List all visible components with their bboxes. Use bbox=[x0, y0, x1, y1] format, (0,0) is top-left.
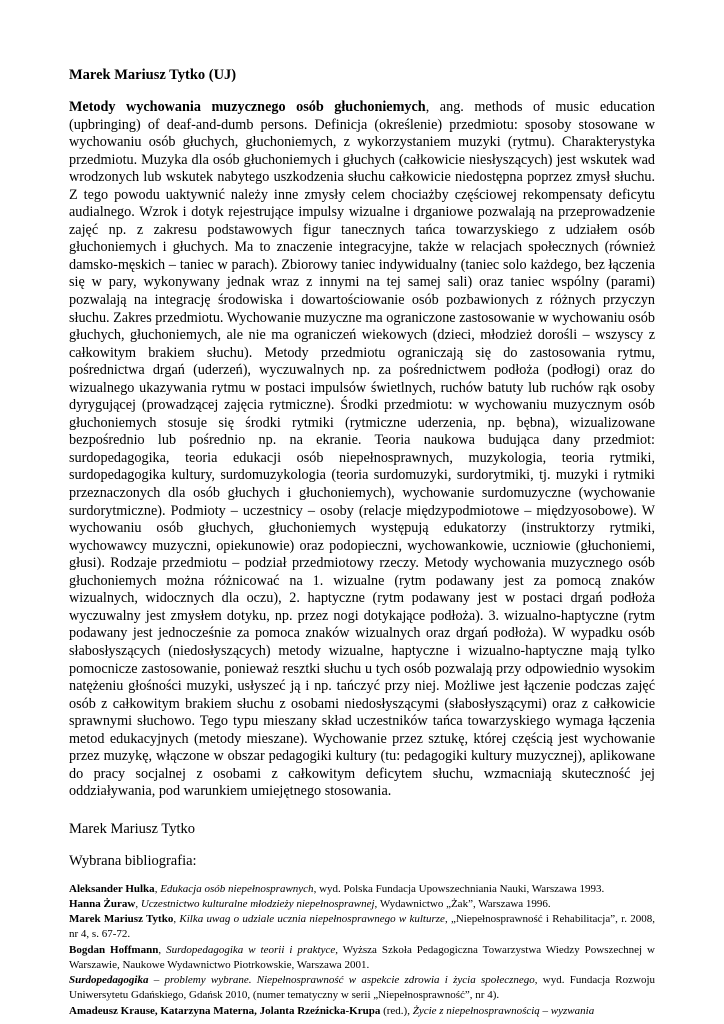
bib-details: , „Niepełnosprawność i Rehabilitacja”, r. 2008, nr 4, s. 67-72. bbox=[69, 913, 655, 941]
bib-title: Surdopedagogika w teorii i praktyce bbox=[166, 943, 336, 956]
bib-details: , Wyższa Szkoła Pedagogiczna Towarzystwa Wiedzy Powszechnej w Warszawie, Naukowe Wydawnictwo Piotrkowskie, Warszawa 2001. bbox=[69, 943, 656, 971]
bib-authors: Marek Mariusz Tytko bbox=[69, 913, 174, 926]
bibliography-list bbox=[69, 882, 655, 1019]
author-heading: Marek Mariusz Tytko (UJ) bbox=[69, 67, 237, 83]
bib-authors: Amadeusz Krause, Katarzyna Materna, Jolanta Rzeźnicka-Krupa bbox=[69, 1004, 381, 1017]
bib-title: Edukacja osób niepełnosprawnych bbox=[160, 882, 314, 895]
bib-details: (red.), bbox=[380, 1004, 413, 1017]
bibliography-entry: Marek Mariusz Tytko, Kilka uwag o udziale ucznia niepełnosprawnego w kulturze, „Niepełnosprawność i Rehabilitacja”, r. 2008, nr 4, s. 67-72. bbox=[69, 913, 655, 941]
bib-details: , Wydawnictwo „Żak”, Warszawa 1996. bbox=[374, 898, 551, 911]
bib-title: – problemy wybrane. Niepełnosprawność w aspekcie zdrowia i życia społecznego bbox=[148, 974, 535, 987]
bib-title: Kilka uwag o udziale ucznia niepełnosprawnego w kulturze bbox=[179, 913, 445, 926]
bib-authors: Aleksander Hulka bbox=[69, 882, 155, 895]
bib-title: Życie z niepełnosprawnością – wyzwania bbox=[412, 1004, 595, 1017]
bib-authors: Bogdan Hoffmann bbox=[69, 943, 159, 956]
article-term: Metody wychowania muzycznego osób głuchoniemych bbox=[69, 99, 426, 115]
bib-title: Uczestnictwo kulturalne młodzieży niepełnosprawnej bbox=[140, 898, 375, 911]
article-text: , ang. methods of music education (upbringing) of deaf-and-dumb persons. Definicja (określenie) przedmiotu: sposoby stosowane w wychowaniu osób głuchych, głuchoniemych, z wykorzystaniem muzyki (rytmu). Charakterystyka przedmiotu. Muzyka dla osób głuchoniemych i głuchych (całkowicie niesłyszących) jest wskutek wad wrodzonych lub wskutek nabytego uszkodzenia słuchu całkowicie niedostępna poprzez zmysł słuchu. Z tego powodu uaktywnić należy inne zmysły celem chociażby częściowej rekompensaty deficytu audialnego. Wzrok i dotyk rejestrujące impulsy wizualne i drganiowe pozwalają na przeprowadzenie zajęć np. z zakresu podstawowych figur tanecznych tańca towarzyskiego z udziałem osób głuchoniemych i głuchych. Ma to znaczenie integracyjne, także w relacjach społecznych (również damsko-męskich – taniec w parach). Zbiorowy taniec indywidualny (taniec solo każdego, bez łączenia się w pary, wykonywany jednak wraz z innymi na tej samej sali) oraz taniec wspólny (parami) pozwalają na integrację środowiska i dowartościowanie osób pozbawionych z różnych przyczyn słuchu. Zakres przedmiotu. Wychowanie muzyczne ma ograniczone zastosowanie w wychowaniu osób głuchych, głuchoniemych, ale nie ma ograniczeń wiekowych (dzieci, młodzież dorośli – wszyscy z całkowitym brakiem słuchu). Metody przedmiotu ograniczają się do zastosowania rytmu, pośrednictwa drgań (uderzeń), wyczuwalnych np. za pośrednictwem podłoża (podłogi) oraz do wizualnego ukazywania rytmu w postaci impulsów świetlnych, ruchów batuty lub ruchów rąk osoby dyrygującej (prowadzącej zajęcia rytmiczne). Środki przedmiotu: w wychowaniu muzycznym osób głuchoniemych stosuje się środki rytmiki (rytmiczne uderzenia, np. bębna), wizualizowane bezpośrednio lub pośrednio np. na ekranie. Teoria naukowa budująca dany przedmiot: surdopedagogika, teoria edukacji osób niepełnosprawnych, muzykologia, teoria rytmiki, surdopedagogika kultury, surdomuzykologia (teoria surdomuzyki, surdorytmiki, tj. muzyki i rytmiki przeznaczonych dla osób głuchych i głuchoniemych), wychowanie surdomuzyczne (wychowanie surdorytmiczne). Podmioty – uczestnicy – osoby (relacje międzypodmiotowe – międzyosobowe). W wychowaniu osób głuchych, głuchoniemych występują edukatorzy (instruktorzy rytmiki, wychowawcy muzyczni, opiekunowie) oraz podopieczni, wychowankowie, uczniowie (głuchoniemi, głusi). Rodzaje przedmiotu – podział przedmiotowy rzeczy. Metody wychowania muzycznego osób głuchoniemych można różnicować na 1. wizualne (rytm podawany jest za pomocą znaków wizualnych, widocznych dla oczu), 2. haptyczne (rytm podawany jest w postaci drgań podłoża wyczuwalny jest zmysłem dotyku, np. przez nogi dotykające podłoża). 3. wizualno-haptyczne (rytm podawany jest jednocześnie za pomoca znaków wizualnych oraz drgań podłoża). W wypadku osób słabosłyszących (niedosłyszących) metody wizualne, haptyczne i wizualno-haptyczne mają tylko pomocnicze zastosowanie, ponieważ resztki słuchu u tych osób pozwalają przy odpowiednio wysokim natężeniu głośności muzyki, usłyszeć ją i np. tańczyć przy niej. Możliwe jest łączenie podczas zajęć osób z całkowitym brakiem słuchu z osobami niedosłyszącymi (słabosłyszącymi) oraz z całkowicie sprawnymi słuchowo. Tego typu mieszany skład uczestników tańca towarzyskiego wymaga łączenia metod edukacyjnych (metody mieszane). Wychowanie przez sztukę, której częścią jest wychowanie przez muzykę, włączone w obszar pedagogiki kultury (tu: pedagogiki kultury muzycznej), aplikowane do pracy socjalnej z osobami z całkowitym deficytem słuchu, wzmacniają skuteczność jej oddziaływania, pod warunkiem umiejętnego stosowania. bbox=[69, 99, 655, 800]
bibliography-entry: Bogdan Hoffmann, Surdopedagogika w teorii i praktyce, Wyższa Szkoła Pedagogiczna Towarzystwa Wiedzy Powszechnej w Warszawie, Naukowe Wydawnictwo Piotrkowskie, Warszawa 2001. bbox=[69, 943, 656, 971]
bib-details: , wyd. Fundacja Rozwoju Uniwersytetu Gdańskiego, Gdańsk 2010, (numer tematyczny w serii „Niepełnosprawność”, nr 4). bbox=[69, 974, 656, 1002]
signature: Marek Mariusz Tytko bbox=[69, 820, 195, 837]
bibliography-entry: Hanna Żuraw, Uczestnictwo kulturalne młodzieży niepełnosprawnej, Wydawnictwo „Żak”, Warszawa 1996. bbox=[69, 898, 551, 911]
bib-authors: Surdopedagogika bbox=[69, 974, 149, 987]
bib-authors: Hanna Żuraw bbox=[69, 898, 136, 911]
article-body bbox=[69, 99, 655, 801]
document-page bbox=[69, 66, 655, 1019]
bibliography-entry bbox=[69, 1004, 655, 1019]
bibliography-entry bbox=[69, 973, 655, 1003]
bibliography-entry: Aleksander Hulka, Edukacja osób niepełnosprawnych, wyd. Polska Fundacja Upowszechniania Nauki, Warszawa 1993. bbox=[69, 882, 605, 895]
bib-details: , wyd. Polska Fundacja Upowszechniania Nauki, Warszawa 1993. bbox=[313, 882, 605, 895]
bibliography-title: Wybrana bibliografia: bbox=[69, 852, 197, 869]
